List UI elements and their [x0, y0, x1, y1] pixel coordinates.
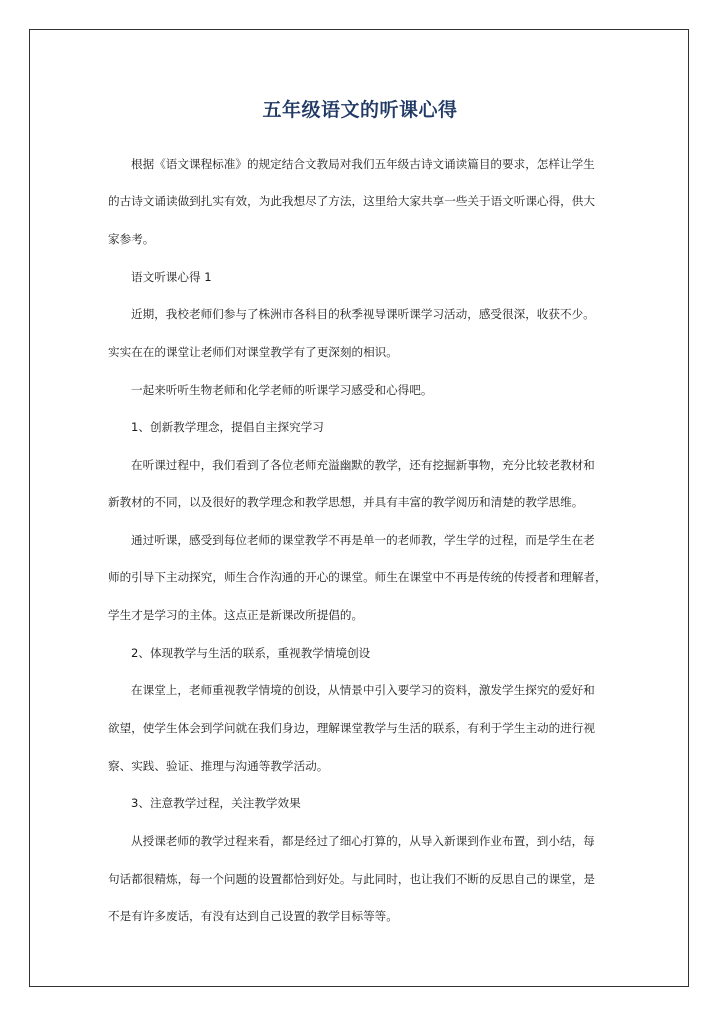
subheading-1: 1、创新教学理念，提倡自主探究学习 [131, 420, 324, 434]
paragraph-3-line-1: 一起来听听生物老师和化学老师的听课学习感受和心得吧。 [131, 383, 433, 397]
paragraph-2-line-1: 近期，我校老师们参与了株洲市各科目的秋季视导课听课学习活动，感受很深，收获不少。 [131, 307, 595, 321]
document-title: 五年级语文的听课心得 [262, 99, 458, 121]
paragraph-4-line-2: 新教材的不同，以及很好的教学理念和教学思想，并具有丰富的教学阅历和清楚的教学思维。 [108, 495, 584, 509]
paragraph-6-line-3: 察、实践、验证、推理与沟通等教学活动。 [108, 759, 329, 773]
subheading-3: 3、注意教学过程，关注教学效果 [131, 796, 301, 810]
paragraph-7-line-2: 句话都很精炼，每一个问题的设置都恰到好处。与此同时，也让我们不断的反思自己的课堂，是 [108, 872, 595, 886]
paragraph-5-line-1: 通过听课，感受到每位老师的课堂教学不再是单一的老师教，学生学的过程，而是学生在老 [131, 533, 595, 547]
paragraph-4-line-1: 在听课过程中，我们看到了各位老师充溢幽默的教学，还有挖掘新事物，充分比较老教材和 [131, 458, 595, 472]
paragraph-1-line-3: 家参考。 [108, 232, 155, 246]
paragraph-6-line-2: 欲望，使学生体会到学问就在我们身边，理解课堂教学与生活的联系，有利于学生主动的进行视 [108, 721, 595, 735]
paragraph-7-line-3: 不是有许多废话，有没有达到自己设置的教学目标等等。 [108, 909, 398, 923]
paragraph-2-line-2: 实实在在的课堂让老师们对课堂教学有了更深刻的相识。 [108, 345, 398, 359]
paragraph-1-line-1: 根据《语文课程标准》的规定结合文教局对我们五年级古诗文诵读篇目的要求，怎样让学生 [131, 157, 595, 171]
paragraph-6-line-1: 在课堂上，老师重视教学情境的创设，从情景中引入要学习的资料，激发学生探究的爱好和 [131, 683, 595, 697]
subheading-2: 2、体现教学与生活的联系，重视教学情境创设 [131, 646, 371, 660]
section-heading-1: 语文听课心得 1 [131, 270, 212, 284]
paragraph-1-line-2: 的古诗文诵读做到扎实有效，为此我想尽了方法，这里给大家共享一些关于语文听课心得，供大 [108, 194, 595, 208]
paragraph-5-line-3: 学生才是学习的主体。这点正是新课改所提倡的。 [108, 608, 364, 622]
paragraph-7-line-1: 从授课老师的教学过程来看，都是经过了细心打算的，从导入新课到作业布置，到小结，每 [131, 834, 595, 848]
paragraph-5-line-2: 师的引导下主动探究，师生合作沟通的开心的课堂。师生在课堂中不再是传统的传授者和理解者， [108, 570, 607, 584]
